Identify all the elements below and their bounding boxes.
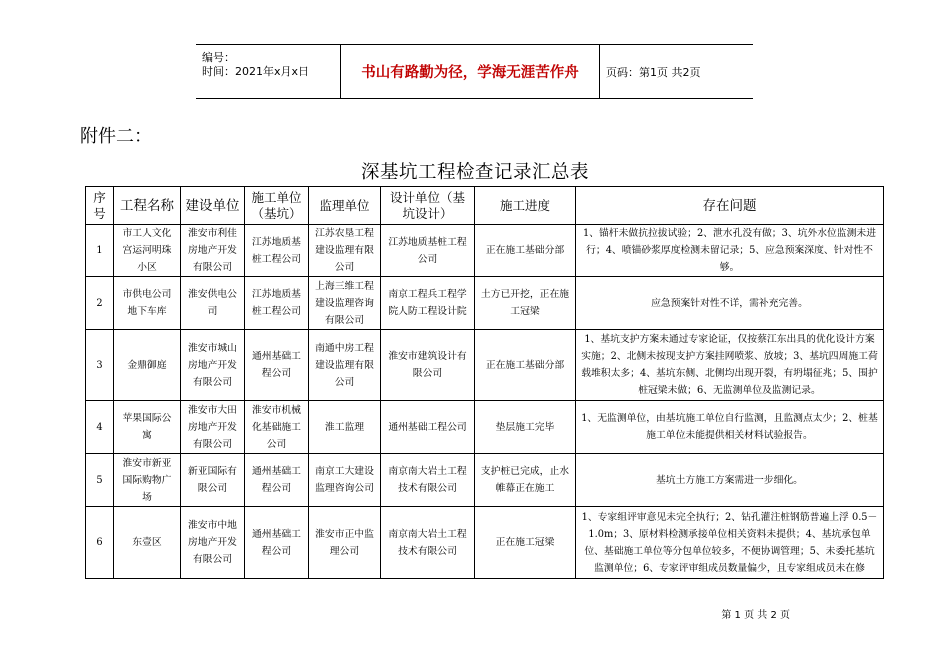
time-label: 时间：2021年x月x日 — [202, 65, 310, 78]
row-supervisor: 南京工大建设监理咨询公司 — [309, 454, 381, 507]
page-footer: 第 1 页 共 2 页 — [721, 610, 790, 621]
col-issues: 存在问题 — [576, 187, 884, 225]
code-label: 编号： — [202, 51, 235, 64]
table-row — [86, 454, 884, 507]
attachment-label: 附件二： — [80, 126, 152, 147]
row-designer: 南京南大岩土工程技术有限公司 — [381, 454, 475, 507]
page-title: 深基坑工程检查记录汇总表 — [360, 162, 589, 183]
row-supervisor: 淮工监理 — [309, 401, 381, 454]
row-contractor: 江苏地质基桩工程公司 — [245, 277, 309, 330]
row-contractor: 通州基础工程公司 — [245, 330, 309, 401]
row-supervisor: 上海三维工程建设监理咨询有限公司 — [309, 277, 381, 330]
table-row — [86, 225, 884, 277]
row-contractor: 通州基础工程公司 — [245, 507, 309, 579]
row-supervisor: 江苏农垦工程建设监理有限公司 — [309, 225, 381, 277]
row-no: 4 — [86, 401, 114, 454]
row-designer: 江苏地质基桩工程公司 — [381, 225, 475, 277]
row-no: 5 — [86, 454, 114, 507]
row-contractor: 通州基础工程公司 — [245, 454, 309, 507]
row-progress: 正在施工基础分部 — [475, 225, 576, 277]
col-contractor: 施工单位（基坑） — [245, 187, 309, 225]
row-no: 2 — [86, 277, 114, 330]
row-no: 1 — [86, 225, 114, 277]
table-row — [86, 507, 884, 579]
row-builder: 淮安市利佳房地产开发有限公司 — [181, 225, 245, 277]
row-issues: 应急预案针对性不详，需补充完善。 — [576, 277, 884, 330]
inspection-table — [85, 186, 884, 579]
row-contractor: 淮安市机械化基础施工公司 — [245, 401, 309, 454]
row-builder: 淮安市大田房地产开发有限公司 — [181, 401, 245, 454]
row-project: 金鼎御庭 — [114, 330, 181, 401]
row-issues: 1、无监测单位，由基坑施工单位自行监测，且监测点太少；2、桩基施工单位未能提供相关材料试验报告。 — [576, 401, 884, 454]
row-progress: 垫层施工完毕 — [475, 401, 576, 454]
row-builder: 新亚国际有限公司 — [181, 454, 245, 507]
col-supervisor: 监理单位 — [309, 187, 381, 225]
row-builder: 淮安市城山房地产开发有限公司 — [181, 330, 245, 401]
row-issues: 1、基坑支护方案未通过专家论证，仅按蔡江东出具的优化设计方案实施；2、北侧未按现支护方案挂网喷浆、放坡；3、基坑四周施工荷载堆积太多；4、基坑东侧、北侧均出现开裂，有坍塌征兆；5、围护桩冠梁未做；6、无监测单位及监测记录。 — [576, 330, 884, 401]
col-builder: 建设单位 — [181, 187, 245, 225]
row-designer: 南京工程兵工程学院人防工程设计院 — [381, 277, 475, 330]
row-builder: 淮安市中地房地产开发有限公司 — [181, 507, 245, 579]
col-no: 序号 — [86, 187, 114, 225]
col-project: 工程名称 — [114, 187, 181, 225]
row-progress: 土方已开挖，正在施工冠梁 — [475, 277, 576, 330]
row-designer: 通州基础工程公司 — [381, 401, 475, 454]
row-issues: 基坑土方施工方案需进一步细化。 — [576, 454, 884, 507]
row-supervisor: 南通中房工程建设监理有限公司 — [309, 330, 381, 401]
row-supervisor: 淮安市正中监理公司 — [309, 507, 381, 579]
table-header-row — [86, 187, 884, 225]
row-project: 市工人文化宫运河明珠小区 — [114, 225, 181, 277]
row-contractor: 江苏地质基桩工程公司 — [245, 225, 309, 277]
row-issues: 1、锚杆未做抗拉拔试验；2、泄水孔没有做；3、坑外水位监测未进行；4、喷锚砂浆厚度检测未留记录；5、应急预案深度、针对性不够。 — [576, 225, 884, 277]
header-page-label: 页码：第1页 共2页 — [606, 65, 701, 79]
col-progress: 施工进度 — [475, 187, 576, 225]
row-progress: 正在施工冠梁 — [475, 507, 576, 579]
header-motto: 书山有路勤为径，学海无涯苦作舟 — [341, 45, 600, 98]
row-project: 苹果国际公寓 — [114, 401, 181, 454]
row-designer: 淮安市建筑设计有限公司 — [381, 330, 475, 401]
row-no: 6 — [86, 507, 114, 579]
row-progress: 正在施工基础分部 — [475, 330, 576, 401]
row-project: 东壹区 — [114, 507, 181, 579]
col-designer: 设计单位（基坑设计） — [381, 187, 475, 225]
row-issues: 1、专家组评审意见未完全执行；2、钻孔灌注桩钢筋普遍上浮 0.5－1.0m；3、原材料检测承接单位相关资料未提供；4、基坑承包单位、基础施工单位等分包单位较多，不便协调管理；5、未委托基坑监测单位；6、专家评审组成员数量偏少，且专家组成员未在修 — [576, 507, 884, 579]
document-header — [196, 44, 753, 99]
row-project: 市供电公司地下车库 — [114, 277, 181, 330]
row-builder: 淮安供电公司 — [181, 277, 245, 330]
table-row — [86, 277, 884, 330]
row-progress: 支护桩已完成，止水帷幕正在施工 — [475, 454, 576, 507]
table-row — [86, 401, 884, 454]
header-meta — [196, 45, 341, 98]
row-no: 3 — [86, 330, 114, 401]
table-row — [86, 330, 884, 401]
row-designer: 南京南大岩土工程技术有限公司 — [381, 507, 475, 579]
row-project: 淮安市新亚国际购物广场 — [114, 454, 181, 507]
